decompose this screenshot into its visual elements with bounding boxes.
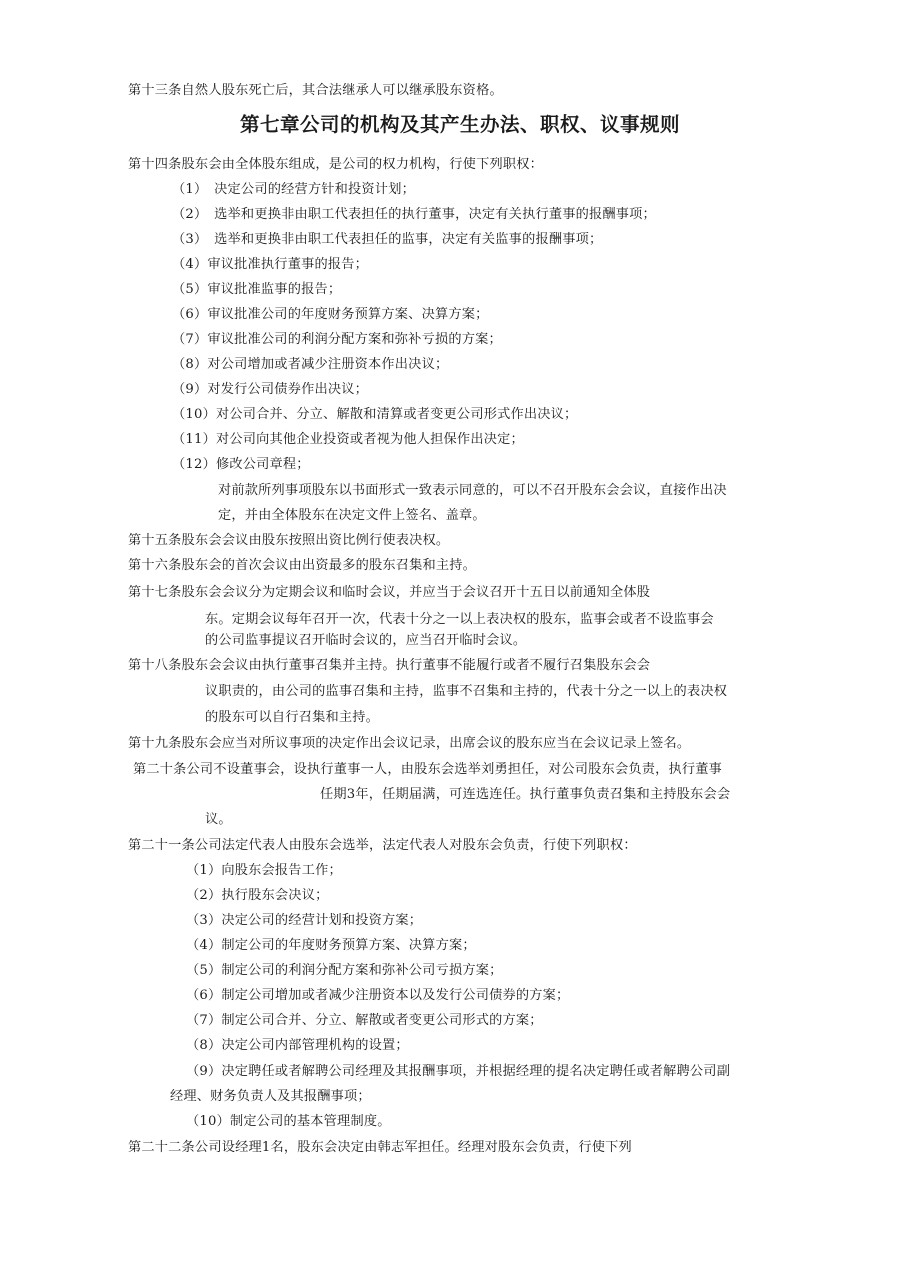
article-14-item-10: （10）对公司合并、分立、解散和清算或者变更公司形式作出决议；: [172, 407, 578, 422]
article-14-item-9: （9）对发行公司债券作出决议；: [172, 382, 369, 397]
article-14-item-2: （2） 选举和更换非由职工代表担任的执行董事，决定有关执行董事的报酬事项；: [172, 207, 656, 222]
article-14-item-6: （6）审议批准公司的年度财务预算方案、决算方案；: [172, 307, 489, 322]
article-21-item-10: （10）制定公司的基本管理制度。: [186, 1114, 391, 1129]
article-18-line-2: 议职责的，由公司的监事召集和主持，监事不召集和主持的，代表十分之一以上的表决权: [205, 684, 728, 699]
article-21-item-4: （4）制定公司的年度财务预算方案、决算方案；: [186, 938, 476, 953]
article-21-item-8: （8）决定公司内部管理机构的设置；: [186, 1038, 409, 1053]
article-13: 第十三条自然人股东死亡后，其合法继承人可以继承股东资格。: [128, 83, 503, 98]
article-14-item-11: （11）对公司向其他企业投资或者视为他人担保作出决定；: [172, 432, 524, 447]
article-21-item-2: （2）执行股东会决议；: [186, 888, 329, 903]
article-19: 第十九条股东会应当对所议事项的决定作出会议记录，出席会议的股东应当在会议记录上签名。: [128, 736, 691, 751]
article-14-item-12: （12）修改公司章程；: [172, 457, 310, 472]
article-17-line-3: 的公司监事提议召开临时会议的，应当召开临时会议。: [205, 633, 527, 648]
article-14-item-7: （7）审议批准公司的利润分配方案和弥补亏损的方案；: [172, 332, 502, 347]
article-14-item-3: （3） 选举和更换非由职工代表担任的监事，决定有关监事的报酬事项；: [172, 232, 603, 247]
article-16: 第十六条股东会的首次会议由出资最多的股东召集和主持。: [128, 558, 477, 573]
article-21-item-1: （1）向股东会报告工作；: [186, 863, 342, 878]
article-14-item-8: （8）对公司增加或者减少注册资本作出决议；: [172, 357, 449, 372]
article-17-line-2: 东。定期会议每年召开一次，代表十分之一以上表决权的股东，监事会或者不设监事会: [205, 612, 714, 627]
article-21-intro: 第二十一条公司法定代表人由股东会选举，法定代表人对股东会负责，行使下列职权：: [128, 838, 637, 853]
article-21-item-7: （7）制定公司合并、分立、解散或者变更公司形式的方案；: [186, 1013, 543, 1028]
article-21-item-6: （6）制定公司增加或者减少注册资本以及发行公司债券的方案；: [186, 988, 570, 1003]
article-20-line-1: 第二十条公司不设董事会，设执行董事一人，由股东会选举刘勇担任，对公司股东会负责，执行董事: [133, 762, 723, 777]
chapter-title: 第七章公司的机构及其产生办法、职权、议事规则: [239, 113, 680, 136]
article-22: 第二十二条公司设经理1名，股东会决定由韩志军担任。经理对股东会负责，行使下列: [128, 1140, 632, 1155]
article-18-line-1: 第十八条股东会会议由执行董事召集并主持。执行董事不能履行或者不履行召集股东会会: [128, 658, 651, 673]
article-14-intro: 第十四条股东会由全体股东组成，是公司的权力机构，行使下列职权：: [128, 157, 544, 172]
article-14-item-5: （5）审议批准监事的报告；: [172, 282, 342, 297]
article-14-item-4: （4）审议批准执行董事的报告；: [172, 257, 369, 272]
article-21-item-9-cont: 经理、财务负责人及其报酬事项；: [170, 1089, 371, 1104]
article-21-item-9: （9）决定聘任或者解聘公司经理及其报酬事项，并根据经理的提名决定聘任或者解聘公司副: [186, 1064, 731, 1079]
article-20-line-2: 任期3年，任期届满，可连选连任。执行董事负责召集和主持股东会会: [320, 787, 731, 802]
article-18-line-3: 的股东可以自行召集和主持。: [205, 710, 380, 725]
article-21-item-3: （3）决定公司的经营计划和投资方案；: [186, 913, 423, 928]
article-20-line-3: 议。: [205, 812, 232, 827]
article-17-line-1: 第十七条股东会会议分为定期会议和临时会议，并应当于会议召开十五日以前通知全体股: [128, 585, 651, 600]
article-15: 第十五条股东会会议由股东按照出资比例行使表决权。: [128, 533, 450, 548]
article-14-note-line-2: 定，并由全体股东在决定文件上签名、盖章。: [218, 508, 486, 523]
article-14-item-1: （1） 决定公司的经营方针和投资计划；: [172, 182, 415, 197]
article-21-item-5: （5）制定公司的利润分配方案和弥补公司亏损方案；: [186, 963, 503, 978]
article-14-note-line-1: 对前款所列事项股东以书面形式一致表示同意的，可以不召开股东会会议，直接作出决: [218, 483, 727, 498]
